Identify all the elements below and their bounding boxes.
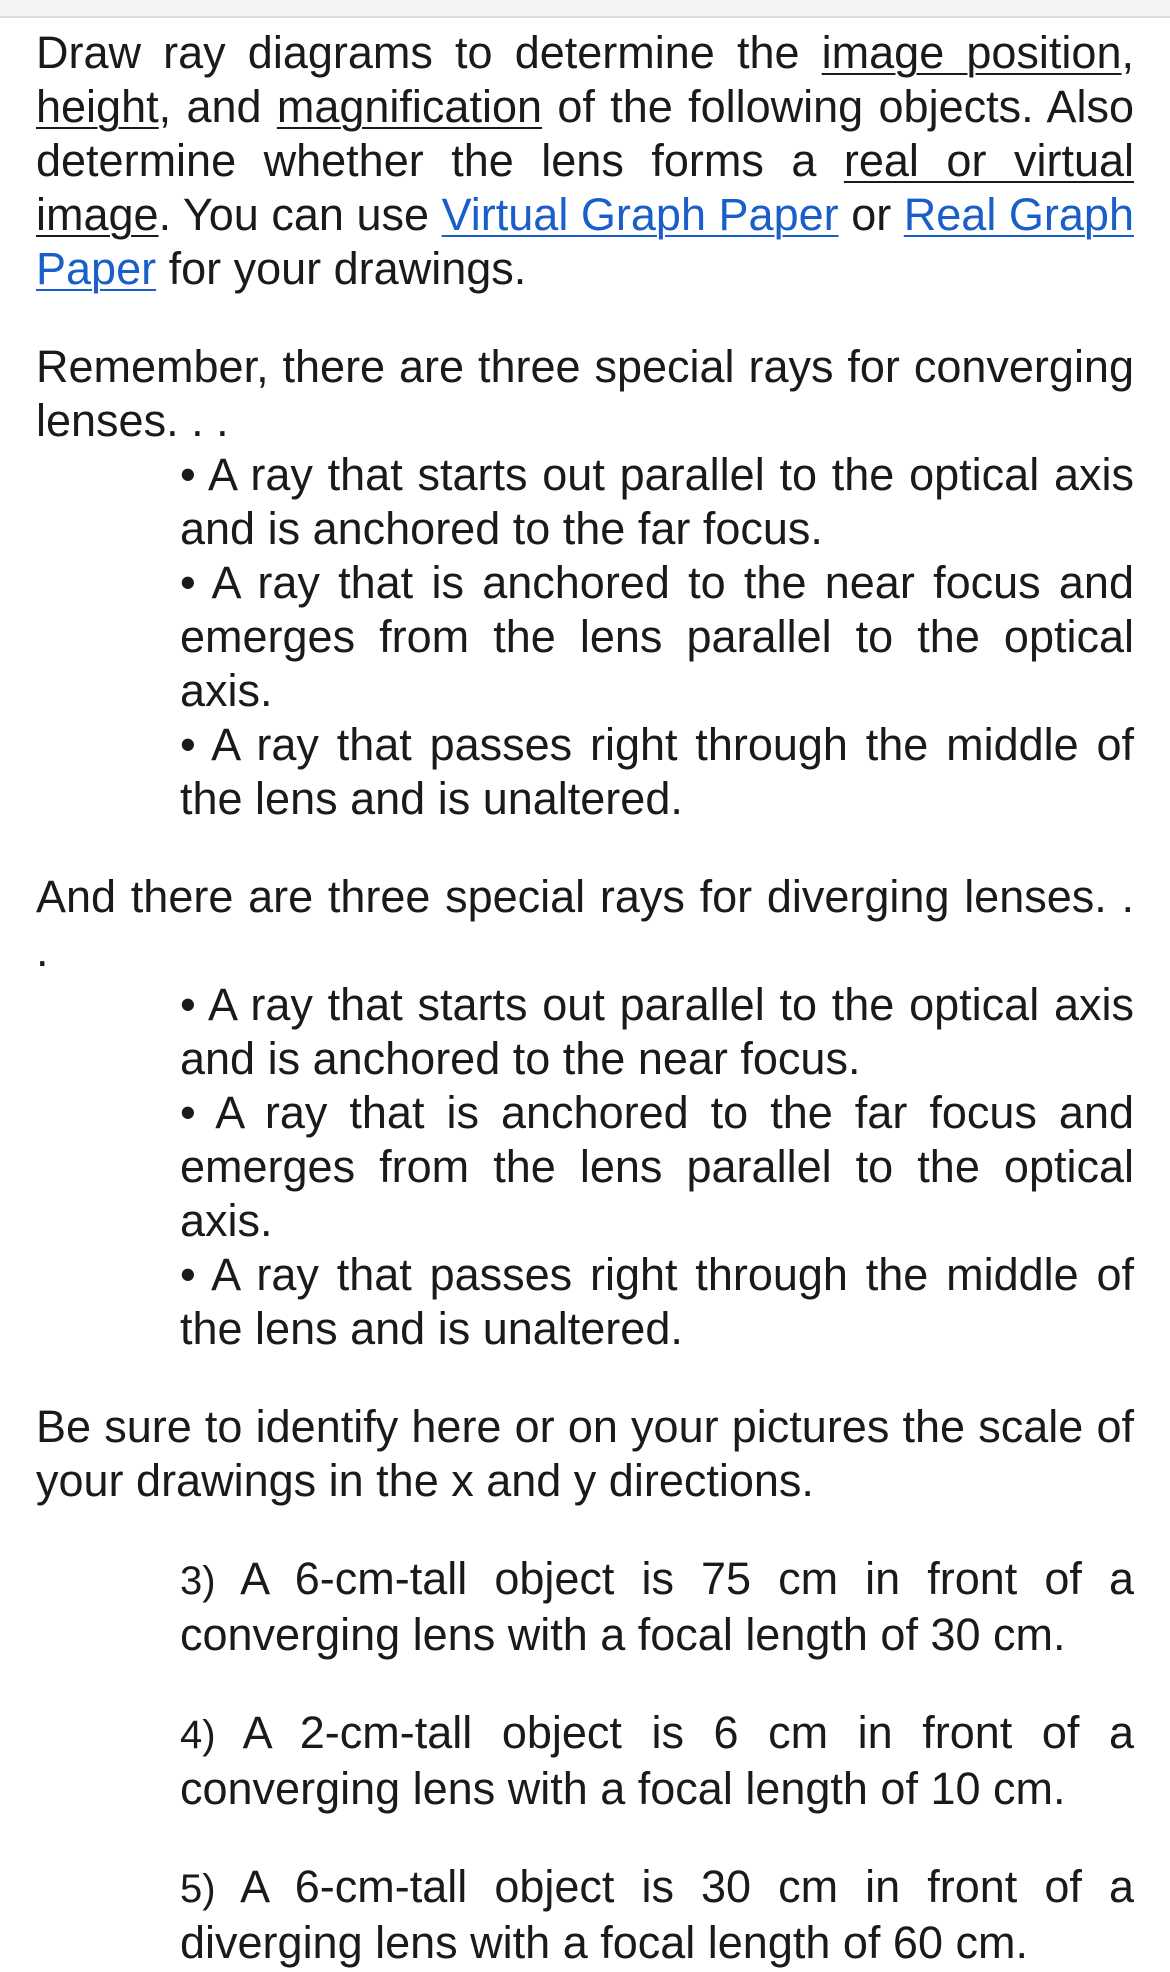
scale-note: Be sure to identify here or on your pictures the scale of your drawings in the x and y directions. — [36, 1401, 1134, 1506]
list-item: • A ray that is anchored to the near focus and emerges from the lens parallel to the optical axis. — [180, 557, 1134, 716]
intro-text: of the following objects. Also determine whether the lens forms a — [36, 81, 1134, 186]
intro-text: Draw ray diagrams to determine the — [36, 27, 822, 78]
real-or-virtual-term: real or virtual image — [36, 135, 1134, 240]
image-position-term: image position — [821, 27, 1122, 78]
intro-text: or — [838, 189, 904, 240]
list-item: • A ray that passes right through the middle of the lens and is unaltered. — [180, 719, 1134, 824]
height-term: height — [36, 81, 159, 132]
virtual-graph-paper-link[interactable]: Virtual Graph Paper — [441, 189, 839, 240]
problem-number: 4) — [180, 1713, 216, 1757]
problem-text: A 6-cm-tall object is 75 cm in front of a converging lens with a focal length of 30 cm. — [180, 1553, 1134, 1660]
intro-text: . You can use — [158, 189, 442, 240]
problem-number: 5) — [180, 1867, 216, 1911]
list-item: • A ray that is anchored to the far focus and emerges from the lens parallel to the optical axis. — [180, 1087, 1134, 1246]
magnification-term: magnification — [276, 81, 543, 132]
list-item: • A ray that passes right through the middle of the lens and is unaltered. — [180, 1249, 1134, 1354]
diverging-heading: And there are three special rays for diverging lenses. . . — [36, 871, 1134, 976]
diverging-rays-list — [180, 978, 1134, 1356]
intro-text: , — [1121, 27, 1135, 78]
converging-heading: Remember, there are three special rays for converging lenses. . . — [36, 341, 1134, 446]
problem-text: A 6-cm-tall object is 30 cm in front of a diverging lens with a focal length of 60 cm. — [180, 1861, 1134, 1968]
top-edge-bar — [0, 0, 1170, 18]
problem-3 — [180, 1552, 1134, 1662]
list-item: • A ray that starts out parallel to the optical axis and is anchored to the near focus. — [180, 979, 1134, 1084]
document-body — [36, 26, 1134, 1970]
problem-5 — [180, 1860, 1134, 1970]
problem-number: 3) — [180, 1559, 216, 1603]
problem-4 — [180, 1706, 1134, 1816]
problem-text: A 2-cm-tall object is 6 cm in front of a converging lens with a focal length of 10 cm. — [180, 1707, 1134, 1814]
list-item: • A ray that starts out parallel to the optical axis and is anchored to the far focus. — [180, 449, 1134, 554]
intro-text: , and — [158, 81, 277, 132]
real-graph-paper-link[interactable]: Real Graph Paper — [36, 189, 1134, 294]
intro-paragraph — [36, 26, 1134, 296]
converging-rays-list — [180, 448, 1134, 826]
intro-text: for your drawings. — [156, 243, 527, 294]
